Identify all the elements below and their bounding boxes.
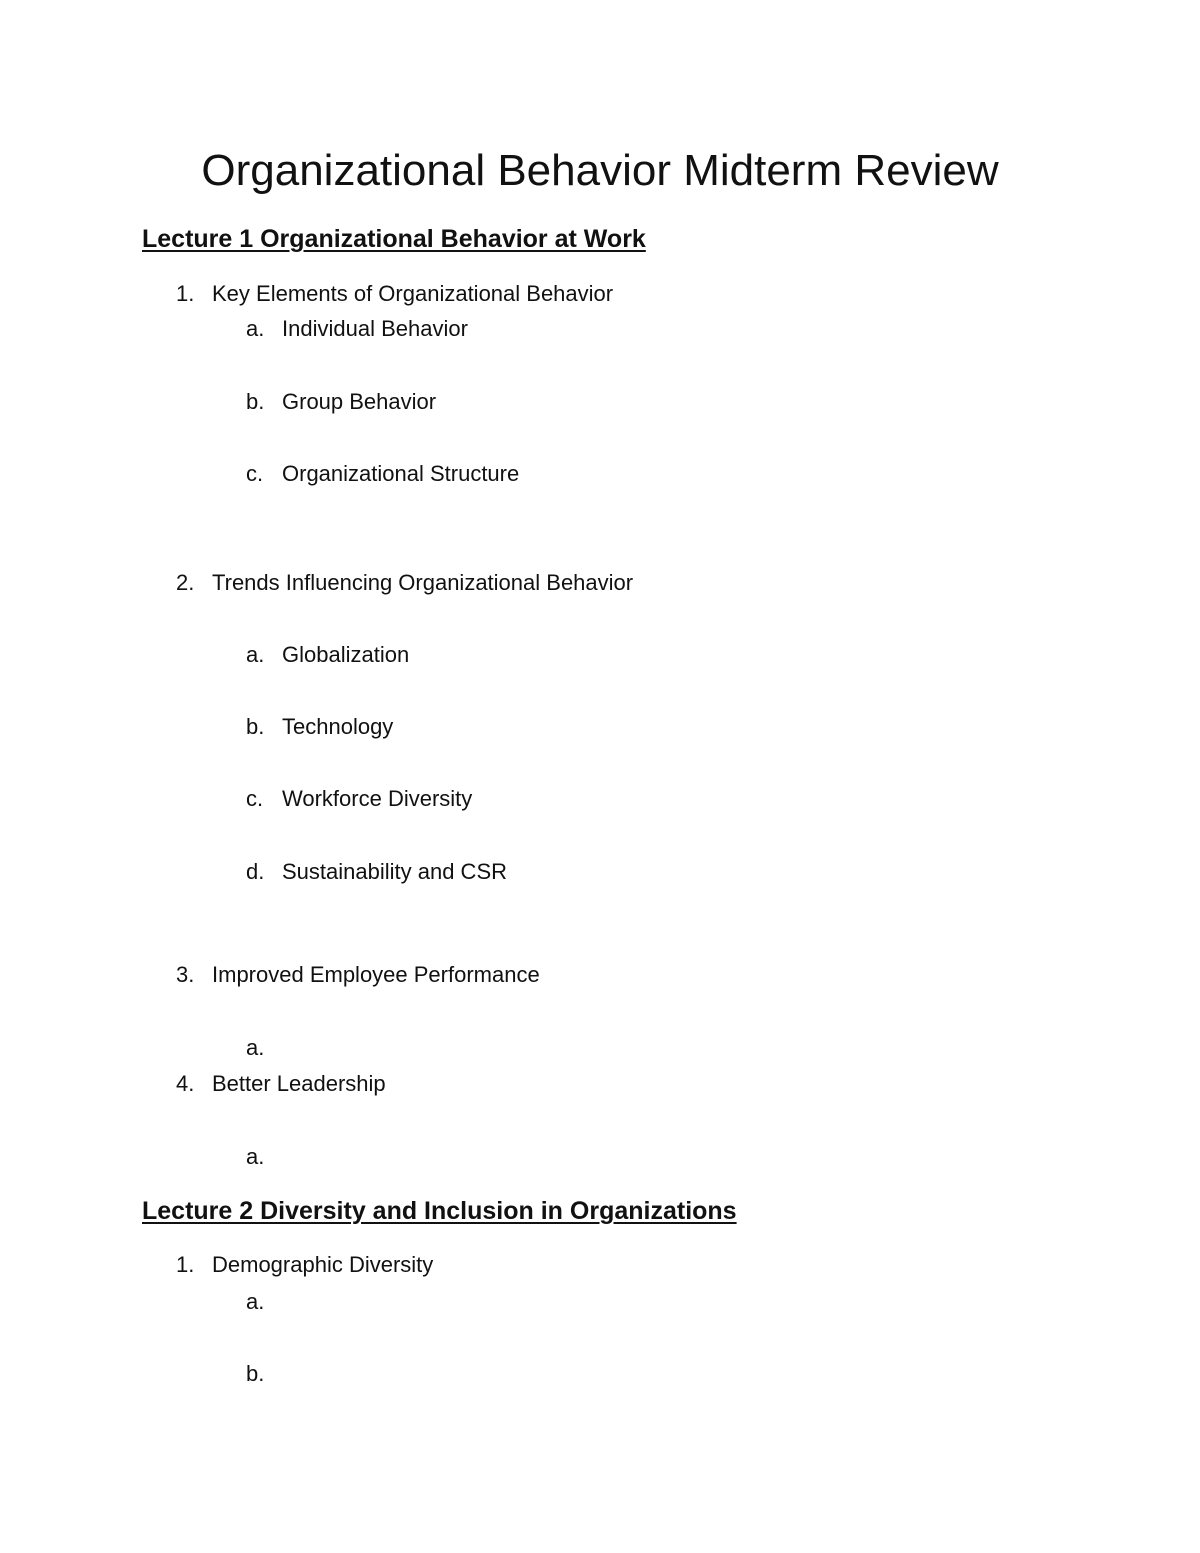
sub-list-marker: c. — [246, 461, 264, 486]
sub-list-marker: b. — [246, 389, 265, 414]
sub-list-item — [246, 460, 519, 488]
sub-list-marker: a. — [246, 316, 265, 341]
sub-list-item — [246, 1034, 282, 1062]
sub-list-marker: d. — [246, 859, 265, 884]
lecture-1-heading: Lecture 1 Organizational Behavior at Work — [142, 225, 646, 253]
sub-list-item — [246, 388, 436, 416]
sub-list-item — [246, 785, 472, 813]
list-item — [176, 280, 613, 308]
list-item-text: Key Elements of Organizational Behavior — [212, 281, 614, 306]
list-item-text: Demographic Diversity — [212, 1252, 434, 1277]
sub-list-marker: a. — [246, 1144, 265, 1169]
list-item — [176, 1251, 433, 1279]
list-item-text: Better Leadership — [212, 1071, 386, 1096]
list-marker: 4. — [176, 1071, 195, 1096]
sub-list-marker: b. — [246, 1361, 265, 1386]
list-marker: 3. — [176, 962, 195, 987]
sub-list-item — [246, 641, 409, 669]
sub-list-item-text: Organizational Structure — [282, 461, 520, 486]
sub-list-item-text: Workforce Diversity — [282, 786, 473, 811]
sub-list-item-text: Technology — [282, 714, 394, 739]
list-item — [176, 569, 633, 597]
lecture-2-heading: Lecture 2 Diversity and Inclusion in Organizations — [142, 1197, 737, 1225]
sub-list-marker: b. — [246, 714, 265, 739]
sub-list-item-text: Globalization — [282, 642, 410, 667]
sub-list-item — [246, 1143, 282, 1171]
sub-list-item-text: Individual Behavior — [282, 316, 468, 341]
list-item — [176, 1070, 386, 1098]
list-marker: 2. — [176, 570, 195, 595]
sub-list-marker: a. — [246, 1035, 265, 1060]
list-marker: 1. — [176, 1252, 195, 1277]
list-marker: 1. — [176, 281, 195, 306]
sub-list-marker: a. — [246, 642, 265, 667]
sub-list-marker: c. — [246, 786, 264, 811]
sub-list-marker: a. — [246, 1289, 265, 1314]
sub-list-item — [246, 1360, 282, 1388]
sub-list-item-text: Sustainability and CSR — [282, 859, 508, 884]
list-item-text: Trends Influencing Organizational Behavior — [212, 570, 634, 595]
list-item-text: Improved Employee Performance — [212, 962, 540, 987]
sub-list-item — [246, 858, 507, 886]
sub-list-item — [246, 1288, 282, 1316]
list-item — [176, 961, 540, 989]
page-title: Organizational Behavior Midterm Review — [201, 146, 999, 195]
sub-list-item — [246, 713, 393, 741]
sub-list-item — [246, 315, 468, 343]
sub-list-item-text: Group Behavior — [282, 389, 437, 414]
